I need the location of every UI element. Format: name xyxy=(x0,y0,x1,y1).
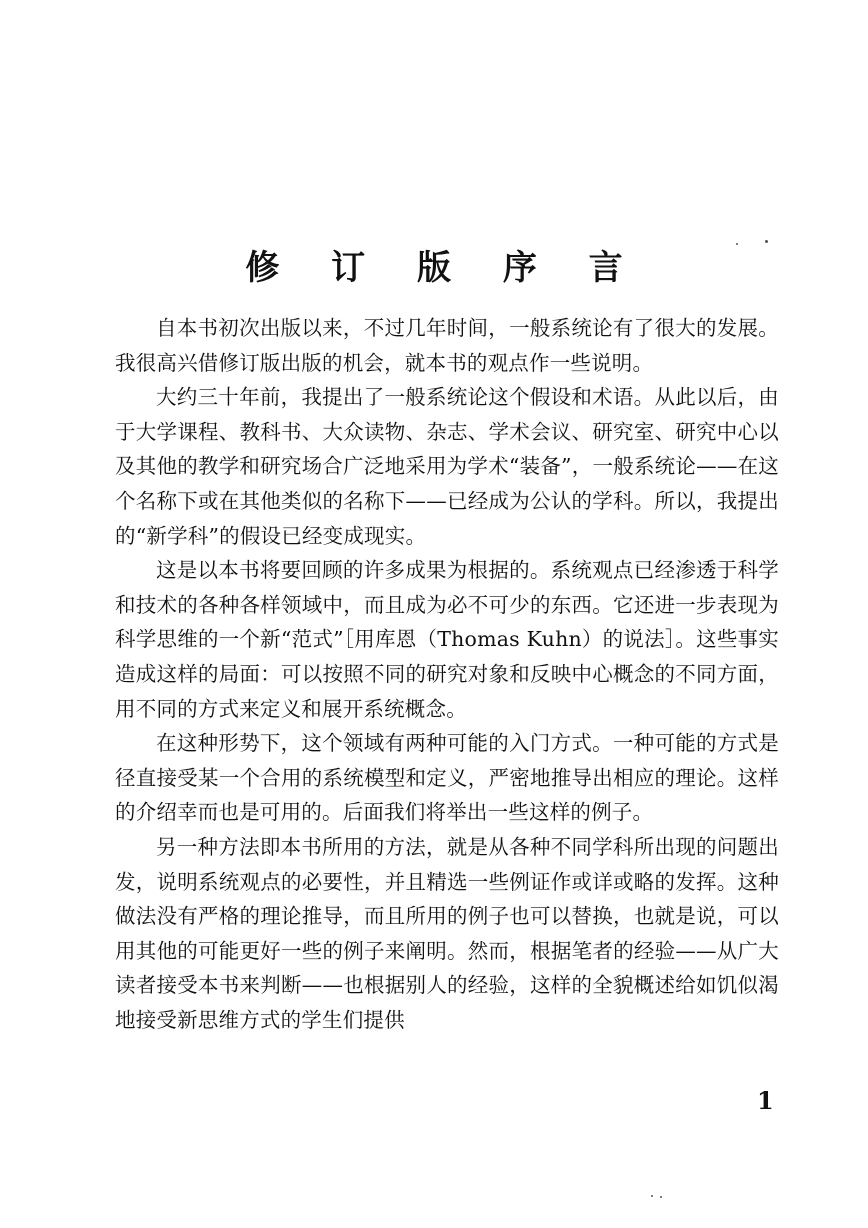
paragraph: 自本书初次出版以来，不过几年时间，一般系统论有了很大的发展。我很高兴借修订版出版的机会，就本书的观点作一些说明。 xyxy=(115,316,779,375)
paragraph: 大约三十年前，我提出了一般系统论这个假设和术语。从此以后，由于大学课程、教科书、大众读物、杂志、学术会议、研究室、研究中心以及其他的教学和研究场合广泛地采用为学术“装备”，一般系统论——在这个名称下或在其他类似的名称下——已经成为公认的学科。所以，我提出的“新学科”的假设已经变成现实。 xyxy=(115,385,779,548)
paragraph: 在这种形势下，这个领域有两种可能的入门方式。一种可能的方式是径直接受某一个合用的系统模型和定义，严密地推导出相应的理论。这样的介绍幸而也是可用的。后面我们将举出一些这样的例子。 xyxy=(115,731,779,825)
paragraph: 这是以本书将要回顾的许多成果为根据的。系统观点已经渗透于科学和技术的各种各样领域中，而且成为必不可少的东西。它还进一步表现为科学思维的一个新“范式”［用库恩（Thomas Kuhn）的说法］。这些事实造成这样的局面：可以按照不同的研究对象和反映中心概念的不同方面，用不同的方式来定义和展开系统概念。 xyxy=(115,558,779,721)
page-title: 修 订 版 序 言 xyxy=(245,248,643,288)
scan-speck xyxy=(651,1195,653,1197)
paragraph: 另一种方法即本书所用的方法，就是从各种不同学科所出现的问题出发，说明系统观点的必要性，并且精选一些例证作或详或略的发挥。这种做法没有严格的理论推导，而且所用的例子也可以替换，也就是说，可以用其他的可能更好一些的例子来阐明。然而，根据笔者的经验——从广大读者接受本书来判断——也根据别人的经验，这样的全貌概述给如饥似渴地接受新思维方式的学生们提供 xyxy=(115,834,779,1032)
scan-speck xyxy=(660,1196,662,1198)
page-number: 1 xyxy=(757,1086,774,1115)
body-text xyxy=(115,311,779,1037)
